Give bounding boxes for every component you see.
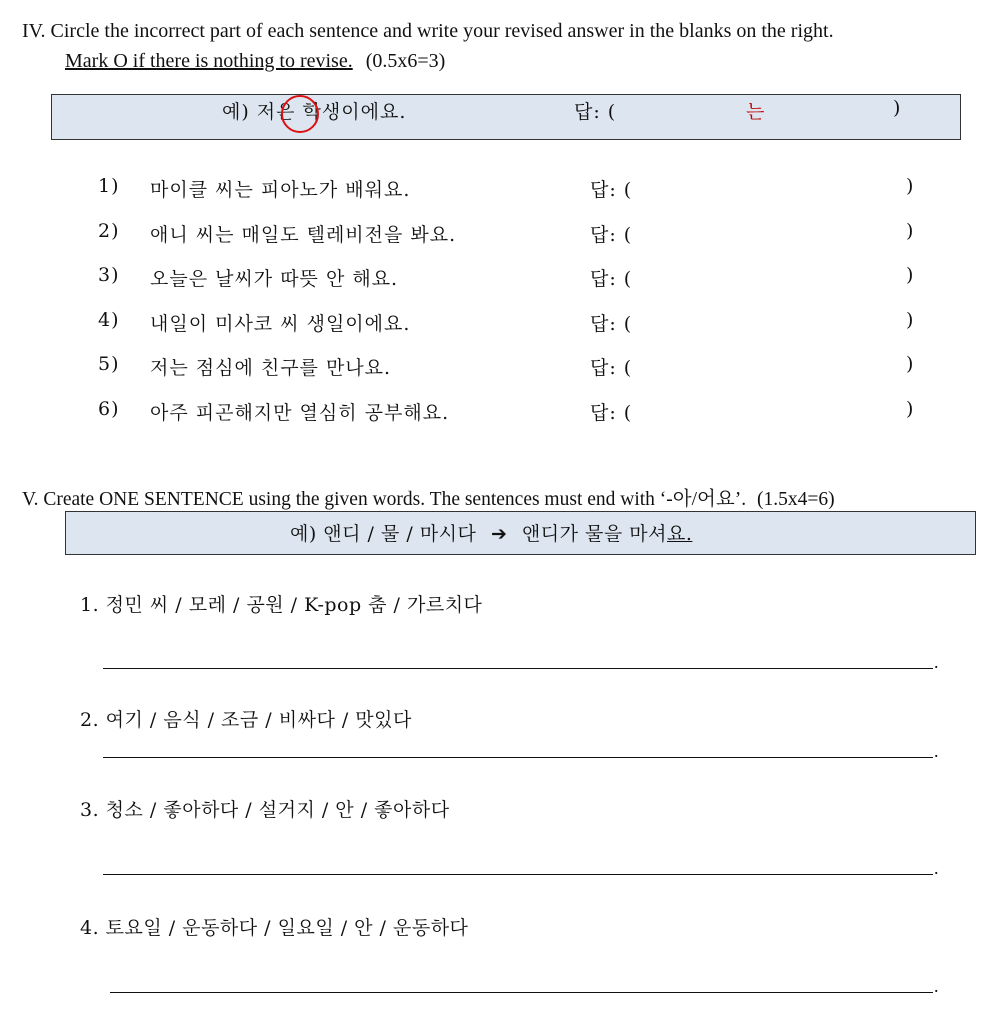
item-answer-label: 답: ( [590, 313, 633, 335]
answer-line-period: . [934, 652, 939, 672]
item-sentence: 아주 피곤해지만 열심히 공부해요. [150, 402, 450, 424]
section4-instruction: Mark O if there is nothing to revise. [65, 50, 353, 72]
answer-line[interactable] [103, 874, 933, 875]
answer-line-period: . [934, 976, 939, 996]
section4-heading: IV. Circle the incorrect part of each sentence and write your revised answer in the blanks on the right. [22, 20, 834, 42]
item-answer-label: 답: ( [590, 224, 633, 246]
section4-example-sentence: 예) 저은 학생이에요. [222, 101, 407, 123]
answer-line[interactable] [110, 992, 933, 993]
item-answer-close: ) [906, 309, 915, 331]
error-circle-mark [281, 95, 319, 133]
section4-instruction-line [65, 50, 445, 73]
section5-heading-line [22, 483, 835, 511]
item-sentence: 애니 씨는 매일도 텔레비전을 봐요. [150, 224, 457, 246]
item-sentence: 오늘은 날씨가 따뜻 안 해요. [150, 268, 399, 290]
item-number: 5) [98, 353, 120, 375]
item-answer-label: 답: ( [590, 268, 633, 290]
item-answer-close: ) [906, 175, 915, 197]
section4-example-answer: 는 [746, 101, 766, 123]
item-number: 3) [98, 264, 120, 286]
answer-line[interactable] [103, 757, 933, 758]
item-number: 2) [98, 220, 120, 242]
item-answer-label: 답: ( [590, 179, 633, 201]
section4-example-answer-label: 답: ( [574, 101, 617, 123]
section4-example-close: ) [893, 97, 902, 119]
section5-example-ending: 요. [666, 523, 693, 545]
item-sentence: 저는 점심에 친구를 만나요. [150, 357, 392, 379]
section4-points: (0.5x6=3) [365, 50, 446, 72]
arrow-right-icon: ➔ [490, 523, 508, 545]
section5-example-prompt: 예) 앤디 / 물 / 마시다 [290, 523, 477, 545]
answer-line[interactable] [103, 668, 933, 669]
exercise-prompt: 3. 청소 / 좋아하다 / 설거지 / 안 / 좋아하다 [80, 799, 450, 821]
exercise-prompt: 2. 여기 / 음식 / 조금 / 비싸다 / 맛있다 [80, 709, 412, 731]
section5-heading: V. Create ONE SENTENCE using the given words. The sentences must end with ‘-아/어요’. [22, 489, 747, 510]
answer-line-period: . [934, 858, 939, 878]
item-number: 1) [98, 175, 120, 197]
exercise-prompt: 4. 토요일 / 운동하다 / 일요일 / 안 / 운동하다 [80, 917, 469, 939]
section4-example-box [51, 94, 961, 140]
item-answer-close: ) [906, 220, 915, 242]
item-number: 4) [98, 309, 120, 331]
item-answer-close: ) [906, 264, 915, 286]
item-answer-close: ) [906, 353, 915, 375]
answer-line-period: . [934, 741, 939, 761]
section5-points: (1.5x4=6) [756, 489, 835, 510]
item-sentence: 내일이 미사코 씨 생일이에요. [150, 313, 411, 335]
item-sentence: 마이클 씨는 피아노가 배워요. [150, 179, 411, 201]
exercise-prompt: 1. 정민 씨 / 모레 / 공원 / K-pop 춤 / 가르치다 [80, 594, 483, 616]
item-number: 6) [98, 398, 120, 420]
item-answer-label: 답: ( [590, 402, 633, 424]
section5-example-line [290, 519, 692, 546]
item-answer-close: ) [906, 398, 915, 420]
section5-example-answer: 앤디가 물을 마셔 [521, 523, 667, 545]
item-answer-label: 답: ( [590, 357, 633, 379]
